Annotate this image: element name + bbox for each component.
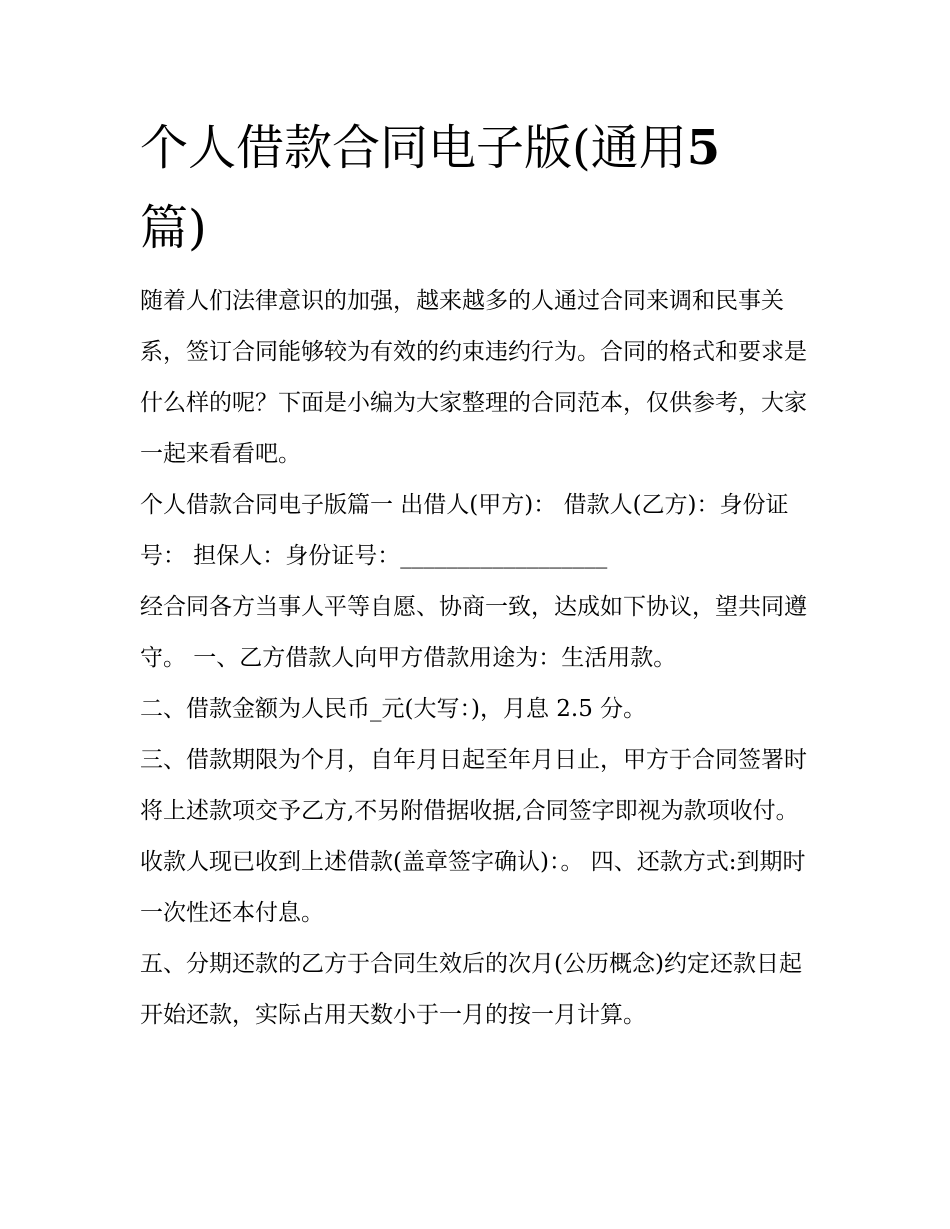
title-number: 5 — [686, 120, 721, 176]
agreement-clause-1: 经合同各方当事人平等自愿、协商一致，达成如下协议，望共同遵守。 一、乙方借款人向甲方借款用途为：生活用款。 — [140, 594, 807, 671]
title-text: 个人借款合同电子版(通用 — [140, 120, 687, 176]
title-suffix: 篇) — [140, 200, 207, 256]
agreement-clause-2: 二、借款金额为人民币_元(大写：)，月息 2.5 分。 — [140, 696, 647, 722]
agreement-clause-4: 收款人现已收到上述借款(盖章签字确认)：。 四、还款方式:到期时一次性还本付息。 — [140, 849, 806, 926]
agreement-clause-5: 五、分期还款的乙方于合同生效后的次月(公历概念)约定还款日起开始还款，实际占用天数小于一月的按一月计算。 — [140, 951, 802, 1028]
agreement-clause-3: 三、借款期限为个月，自年月日起至年月日止，甲方于合同签署时将上述款项交予乙方,不另附借据收据,合同签字即视为款项收付。 — [140, 747, 807, 824]
intro-paragraph: 随着人们法律意识的加强，越来越多的人通过合同来调和民事关系，签订合同能够较为有效的约束违约行为。合同的格式和要求是什么样的呢？下面是小编为大家整理的合同范本，仅供参考，大家一起来看看吧。 — [140, 288, 807, 467]
contract-parties-paragraph: 个人借款合同电子版篇一 出借人(甲方)： 借款人(乙方)：身份证号： 担保人：身份证号：__________________ — [140, 492, 789, 569]
document-title — [140, 108, 780, 268]
document-body — [140, 276, 820, 1041]
